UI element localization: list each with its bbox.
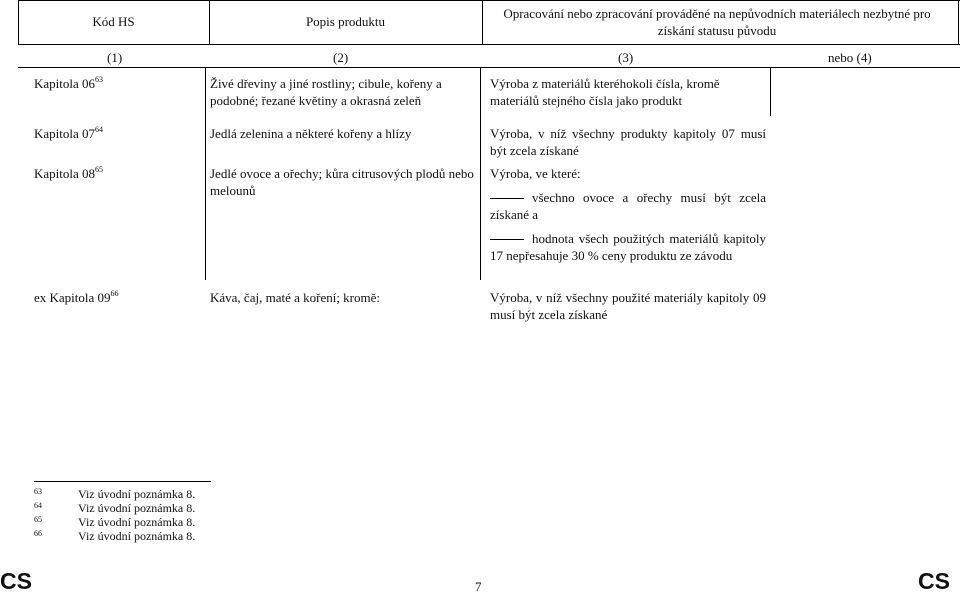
header-processing-rule: Opracování nebo zpracování prováděné na nepůvodních materiálech nezbytné pro získání statusu původu — [503, 6, 931, 38]
footnote-number: 63 — [34, 487, 42, 496]
row-09-code: ex Kapitola $09^{66}$ — [34, 288, 119, 305]
footnote-ref-66: 66 — [110, 288, 119, 298]
row-08-code: Kapitola $08^{65}$ — [34, 164, 104, 181]
header-divider-2 — [482, 0, 483, 45]
footnote-number: 64 — [34, 501, 42, 510]
page-number: 7 — [475, 579, 482, 594]
row-07-code: Kapitola $07^{64}$ — [34, 124, 104, 141]
footnote-number: 66 — [34, 529, 42, 538]
row-08-description: Jedlé ovoce a ořechy; kůra citrusových plodů nebo melounů — [210, 166, 474, 198]
row-divider-1 — [205, 68, 206, 280]
row-08-rule-intro: Výroba, ve které: — [490, 166, 581, 181]
footnote-text: Viz úvodní poznámka 8. — [78, 529, 196, 543]
footnote-separator — [34, 481, 211, 482]
row-06-rule: Výroba z materiálů kteréhokoli čísla, kromě materiálů stejného čísla jako produkt — [490, 76, 720, 108]
language-code-right: CS — [918, 568, 950, 594]
footnote-text: Viz úvodní poznámka 8. — [78, 501, 196, 515]
row-06-code: Kapitola $06^{63}$ — [34, 74, 104, 91]
header-product-description: Popis produktu — [305, 14, 386, 29]
row-09-description: Káva, čaj, maté a koření; kromě: — [210, 290, 381, 305]
row-divider-3 — [770, 68, 771, 116]
column-number-4: nebo (4) — [828, 50, 872, 65]
language-code-left: CS — [0, 568, 32, 594]
table-right-border — [958, 0, 959, 45]
row-divider-2 — [480, 68, 481, 280]
dash-bullet — [490, 239, 524, 240]
row-09-rule: Výroba, v níž všechny použité materiály kapitoly 09 musí být zcela získané — [490, 290, 766, 322]
row-08-rule-item-1: všechno ovoce a ořechy musí být zcela získané a — [490, 190, 766, 222]
footnote-ref-64: 64 — [95, 124, 104, 134]
header-bottom-border — [18, 44, 960, 45]
column-number-3: (3) — [618, 50, 634, 65]
column-number-2: (2) — [333, 50, 349, 65]
row-07-description: Jedlá zelenina a některé kořeny a hlízy — [210, 126, 412, 141]
footnote-text: Viz úvodní poznámka 8. — [78, 487, 196, 501]
row-06-description: Živé dřeviny a jiné rostliny; cibule, kořeny a podobné; řezané květiny a okrasná zeleň — [210, 76, 442, 108]
footnote-ref-65: 65 — [95, 164, 104, 174]
dash-bullet — [490, 198, 524, 199]
column-number-1: (1) — [107, 50, 123, 65]
footnote-ref-63: 63 — [95, 74, 104, 84]
footnote-text: Viz úvodní poznámka 8. — [78, 515, 196, 529]
numbers-bottom-border — [18, 67, 960, 68]
header-hs-code: Kód HS — [92, 14, 135, 29]
row-07-rule: Výroba, v níž všechny produkty kapitoly 07 musí být zcela získané — [490, 126, 766, 158]
row-08-rule-item-2: hodnota všech použitých materiálů kapitoly 17 nepřesahuje 30 % ceny produktu ze závodu — [490, 231, 766, 263]
footnote-number: 65 — [34, 515, 42, 524]
table-top-border — [18, 0, 960, 1]
